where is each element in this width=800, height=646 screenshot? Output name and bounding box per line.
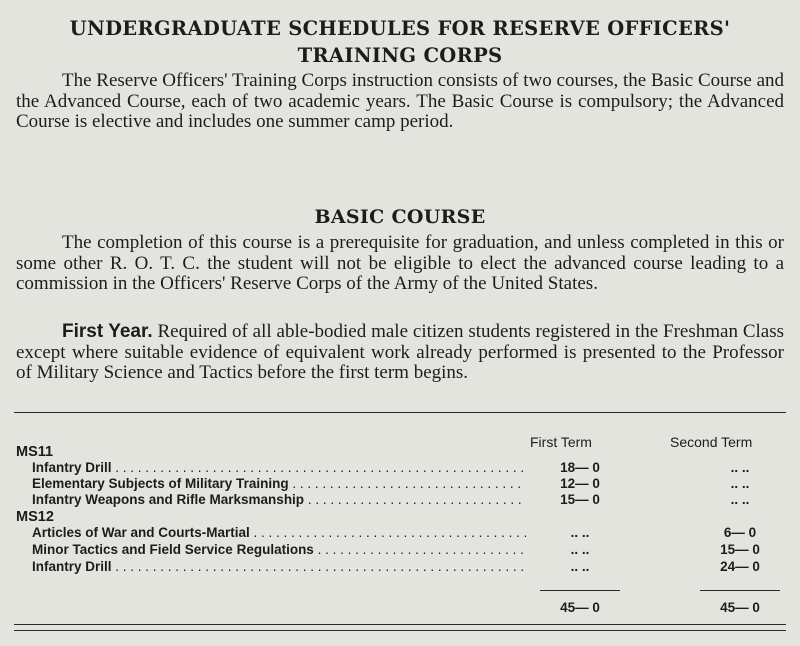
second-term-hours: .. ..: [730, 492, 750, 507]
first-term-hours: .. ..: [570, 525, 590, 540]
table-bottom-rule-2: [14, 630, 786, 631]
second-term-hours: 15— 0: [720, 542, 760, 557]
column-header-first-term: First Term: [530, 434, 592, 450]
second-term-hours: 6— 0: [723, 525, 757, 540]
second-term-hours: 24— 0: [720, 559, 760, 574]
course-row-label: Infantry Drill . . .: [32, 460, 526, 476]
first-term-hours: 15— 0: [560, 492, 600, 507]
section-title-basic-course: BASIC COURSE: [314, 206, 486, 228]
first-term-subtotal-rule: [540, 590, 620, 591]
intro-text: The Reserve Officers' Training Corps instruction consists of two courses, the Basic Course and the Advanced Course, each of two academic years. The Basic Course is compulsory; the Advanced Course is elective and includes one summer camp period.: [16, 70, 784, 132]
first-term-hours: .. ..: [570, 542, 590, 557]
second-term-total: 45— 0: [720, 600, 760, 615]
page-title-line-1: UNDERGRADUATE SCHEDULES FOR RESERVE OFFICERS': [69, 17, 731, 40]
first-term-hours: .. ..: [570, 559, 590, 574]
course-row-label: Minor Tactics and Field Service Regulations . . .: [32, 542, 526, 558]
first-term-total: 45— 0: [560, 600, 600, 615]
first-term-hours: 12— 0: [560, 476, 600, 491]
basic-course-text: The completion of this course is a prerequisite for graduation, and unless completed in this or some other R. O. T. C. the student will not be eligible to elect the advanced course leading to a commission in the Officers' Reserve Corps of the Army of the United States.: [16, 232, 784, 294]
table-bottom-rule-1: [14, 624, 786, 625]
page-title-line-2: TRAINING CORPS: [297, 44, 503, 67]
second-term-hours: .. ..: [730, 476, 750, 491]
course-row-label: Articles of War and Courts-Martial . . .: [32, 525, 526, 541]
course-code: MS11: [16, 444, 54, 460]
course-row-label: Infantry Drill . . .: [32, 559, 526, 575]
course-row-label: Infantry Weapons and Rifle Marksmanship . . .: [32, 492, 526, 508]
first-year-text: Required of all able-bodied male citizen students registered in the Freshman Class except where suitable evidence of equivalent work already performed is presented to the Professor of Military Science and Tactics before the first term begins.: [16, 321, 784, 383]
second-term-hours: .. ..: [730, 460, 750, 475]
column-header-second-term: Second Term: [670, 434, 753, 450]
first-term-hours: 18— 0: [560, 460, 600, 475]
first-year-label: First Year.: [62, 321, 153, 342]
course-code: MS12: [16, 509, 54, 525]
second-term-subtotal-rule: [700, 590, 780, 591]
course-row-label: Elementary Subjects of Military Training . . .: [32, 476, 526, 492]
